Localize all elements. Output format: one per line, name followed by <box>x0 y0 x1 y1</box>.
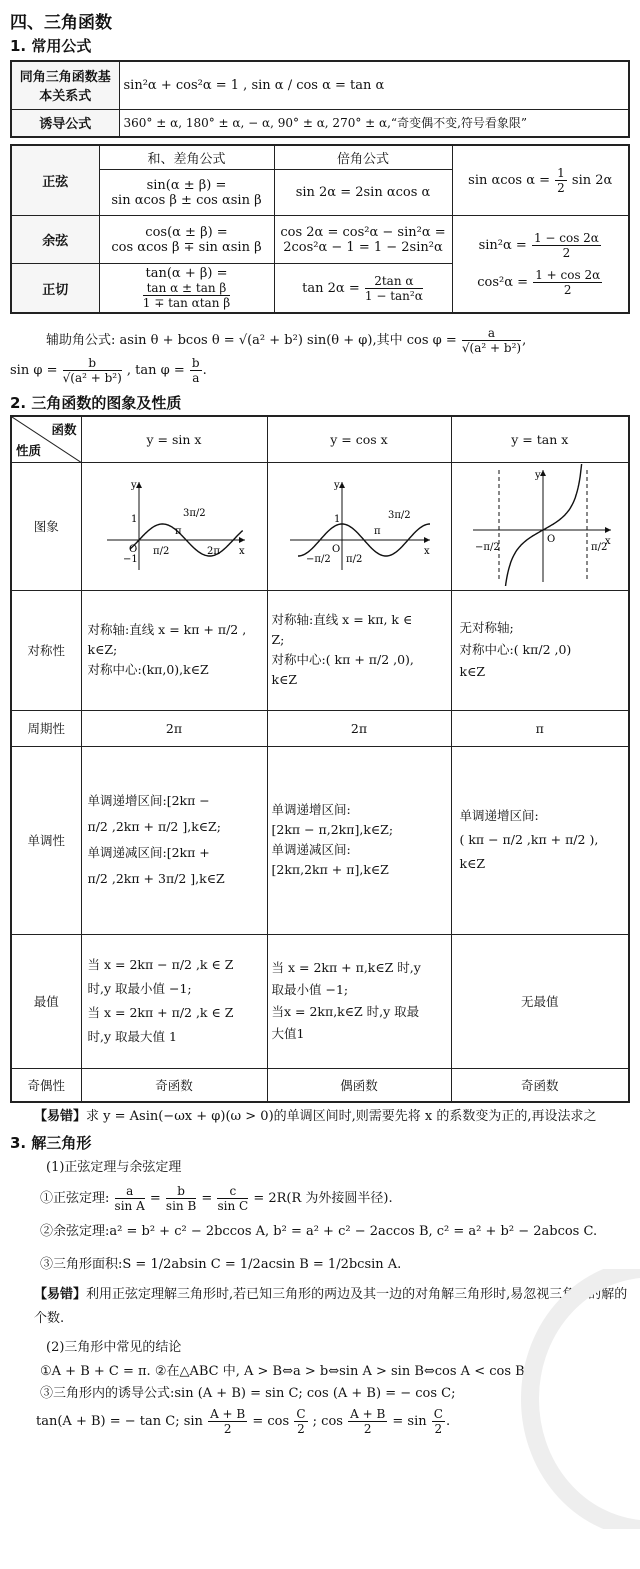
cos-graph <box>284 470 434 580</box>
part2-warning-tag: 【易错】 <box>34 1109 87 1124</box>
side-sin-cos: sin αcos α = $\frac{1}{2}$ sin 2α <box>452 145 629 216</box>
section-title: 四、三角函数 <box>10 13 112 33</box>
part2-warning: 【易错】求 y = Asin(−ωx + φ)(ω > 0)的单调区间时,则需要先将 x 的系数变为正的,再设法求之 <box>34 1109 597 1124</box>
part2-heading: 2. 三角函数的图象及性质 <box>10 394 182 412</box>
corner-bottom-label: 性质 <box>16 442 42 458</box>
tan-y-label: y <box>534 469 541 481</box>
area-formula: ③三角形面积:S = 1/2absin C = 1/2acsin B = 1/2bcsin A. <box>40 1257 402 1272</box>
head-double: 倍角公式 <box>274 145 452 170</box>
sine-double-formula: sin 2α = 2sin αcos α <box>274 170 452 216</box>
cos-neg-pi-half: −π/2 <box>306 553 331 565</box>
conclusion-3: tan(A + B) = − tan C; sin $\frac{A + B}{2}$ = cos $\frac{C}{2}$ ; cos $\frac{A + B}{2}$ = sin $\frac{C}{2}$ . <box>36 1407 451 1436</box>
corner-top-label: 函数 <box>51 422 77 437</box>
sin-x-label: x <box>239 545 245 557</box>
row-parity-label: 奇偶性 <box>11 1068 81 1102</box>
cos-y-label: y <box>334 479 340 491</box>
tan-monotone: 单调递增区间: ( kπ − π/2 ,kπ + π/2 ), k∈Z <box>451 746 629 934</box>
cos-pi-half: π/2 <box>346 553 363 565</box>
cos-graph-cell <box>267 462 451 590</box>
cosine-law: ②余弦定理:a² = b² + c² − 2bccos A, b² = a² + c² − 2accos B, c² = a² + b² − 2abcos C. <box>40 1224 598 1239</box>
sin-parity: 奇函数 <box>81 1068 267 1102</box>
conclusion-2: ③三角形内的诱导公式:sin (A + B) = sin C; cos (A + B) = − cos C; <box>40 1386 456 1401</box>
part3-sub1: (1)正弦定理与余弦定理 <box>46 1160 182 1175</box>
row-graph-label: 图象 <box>11 462 81 590</box>
row-sine-label: 正弦 <box>11 145 99 216</box>
cos-symmetry: 对称轴:直线 x = kπ, k ∈ Z; 对称中心:( kπ + π/2 ,0), k∈Z <box>267 590 451 710</box>
cos-one: 1 <box>334 513 341 525</box>
tangent-double-formula: tan 2α = $\frac{\text{2tan α}}{\text{1 − tan²α}}$ <box>274 264 452 314</box>
identity-table <box>10 60 630 138</box>
tan-parity: 奇函数 <box>451 1068 629 1102</box>
tan-extreme: 无最值 <box>451 934 629 1068</box>
part1-heading: 1. 常用公式 <box>10 37 92 55</box>
row-cosine-label: 余弦 <box>11 216 99 264</box>
side-square-formulas: sin²α = $\frac{1 - \cos 2\alpha}{2}$ cos²α = $\frac{1 + \cos 2\alpha}{2}$ <box>452 216 629 314</box>
tan-x-label: x <box>604 535 611 547</box>
sine-sum-formula: sin(α ± β) = sin αcos β ± cos αsin β <box>99 170 274 216</box>
col-sin: y = sin x <box>81 416 267 462</box>
head-sum-diff: 和、差角公式 <box>99 145 274 170</box>
sin-two-pi: 2π <box>207 545 220 557</box>
cos-period: 2π <box>267 710 451 746</box>
tan-origin: O <box>546 533 555 545</box>
sine-law: ①正弦定理: $\frac{a}{\text{sin A}}$ = $\frac{b}{\text{sin B}}$ = $\frac{c}{\text{sin C}}$ = 2R(R 为外接圆半径). <box>40 1184 393 1213</box>
induction-content: 360° ± α, 180° ± α, − α, 90° ± α, 270° ± α,“奇变偶不变,符号看象限” <box>119 109 629 137</box>
identity-content: sin²α + cos²α = 1 , sin α / cos α = tan α <box>119 61 629 109</box>
sin-one: 1 <box>131 513 138 525</box>
cos-three-pi-half: 3π/2 <box>388 509 411 521</box>
sin-period: 2π <box>81 710 267 746</box>
identity-label: 同角三角函数基本关系式 <box>11 61 119 109</box>
part3-heading: 3. 解三角形 <box>10 1134 92 1152</box>
induction-label: 诱导公式 <box>11 109 119 137</box>
part3-warning-tag: 【易错】 <box>34 1287 87 1302</box>
aux-angle-formula-2: sin φ = $\frac{b}{\text{√(a² + b²)}}$ , tan φ = $\frac{b}{a}$ . <box>10 356 207 385</box>
conclusion-1: ①A + B + C = π. ②在△ABC 中, A > B⇔a > b⇔sin A > sin B⇔cos A < cos B. <box>40 1364 529 1379</box>
cos-extreme: 当 x = 2kπ + π,k∈Z 时,y 取最小值 −1; 当x = 2kπ,k∈Z 时,y 取最 大值1 <box>267 934 451 1068</box>
cosine-double-formula: cos 2α = cos²α − sin²α = 2cos²α − 1 = 1 − 2sin²α <box>274 216 452 264</box>
cos-pi: π <box>374 525 381 537</box>
sin-origin: O <box>129 543 138 555</box>
cos-x-label: x <box>424 545 430 557</box>
part3-sub2: (2)三角形中常见的结论 <box>46 1340 182 1355</box>
tangent-sum-formula: tan(α + β) = $\frac{\text{tan α ± tan β}}{\text{1 ∓ tan αtan β}}$ <box>99 264 274 314</box>
sin-y-label: y <box>131 479 137 491</box>
col-cos: y = cos x <box>267 416 451 462</box>
row-symmetry-label: 对称性 <box>11 590 81 710</box>
sin-three-pi-half: 3π/2 <box>183 507 206 519</box>
tan-pi-half: π/2 <box>590 541 608 553</box>
row-monotone-label: 单调性 <box>11 746 81 934</box>
trig-properties-table <box>10 415 630 1103</box>
sin-graph <box>99 470 249 580</box>
sin-neg-one: −1 <box>123 553 138 565</box>
row-period-label: 周期性 <box>11 710 81 746</box>
angle-formula-table <box>10 144 630 314</box>
part3-warning: 【易错】利用正弦定理解三角形时,若已知三角形的两边及其一边的对角解三角形时,易忽视三角形的解的个数. <box>34 1287 628 1326</box>
tan-graph <box>465 464 615 586</box>
row-extreme-label: 最值 <box>11 934 81 1068</box>
sin-extreme: 当 x = 2kπ − π/2 ,k ∈ Z 时,y 取最小值 −1; 当 x = 2kπ + π/2 ,k ∈ Z 时,y 取最大值 1 <box>81 934 267 1068</box>
sin-monotone: 单调递增区间:[2kπ − π/2 ,2kπ + π/2 ],k∈Z; 单调递减区间:[2kπ + π/2 ,2kπ + 3π/2 ],k∈Z <box>81 746 267 934</box>
col-tan: y = tan x <box>451 416 629 462</box>
sin-symmetry: 对称轴:直线 x = kπ + π/2 , k∈Z; 对称中心:(kπ,0),k∈Z <box>81 590 267 710</box>
sin-pi: π <box>175 525 182 537</box>
cosine-sum-formula: cos(α ± β) = cos αcos β ∓ sin αsin β <box>99 216 274 264</box>
corner-cell <box>11 416 81 462</box>
sin-graph-cell <box>81 462 267 590</box>
tan-graph-cell <box>451 462 629 590</box>
tan-neg-pi-half: −π/2 <box>474 541 500 553</box>
row-tangent-label: 正切 <box>11 264 99 314</box>
sin-pi-half: π/2 <box>153 545 170 557</box>
tan-period: π <box>451 710 629 746</box>
cos-parity: 偶函数 <box>267 1068 451 1102</box>
tan-symmetry: 无对称轴; 对称中心:( kπ/2 ,0) k∈Z <box>451 590 629 710</box>
cos-monotone: 单调递增区间: [2kπ − π,2kπ],k∈Z; 单调递减区间: [2kπ,2kπ + π],k∈Z <box>267 746 451 934</box>
aux-angle-formula: 辅助角公式: asin θ + bcos θ = √(a² + b²) sin(θ + φ),其中 cos φ = $\frac{a}{\text{√(a² + b²)}}$ , <box>46 326 527 355</box>
cos-origin: O <box>332 543 341 555</box>
